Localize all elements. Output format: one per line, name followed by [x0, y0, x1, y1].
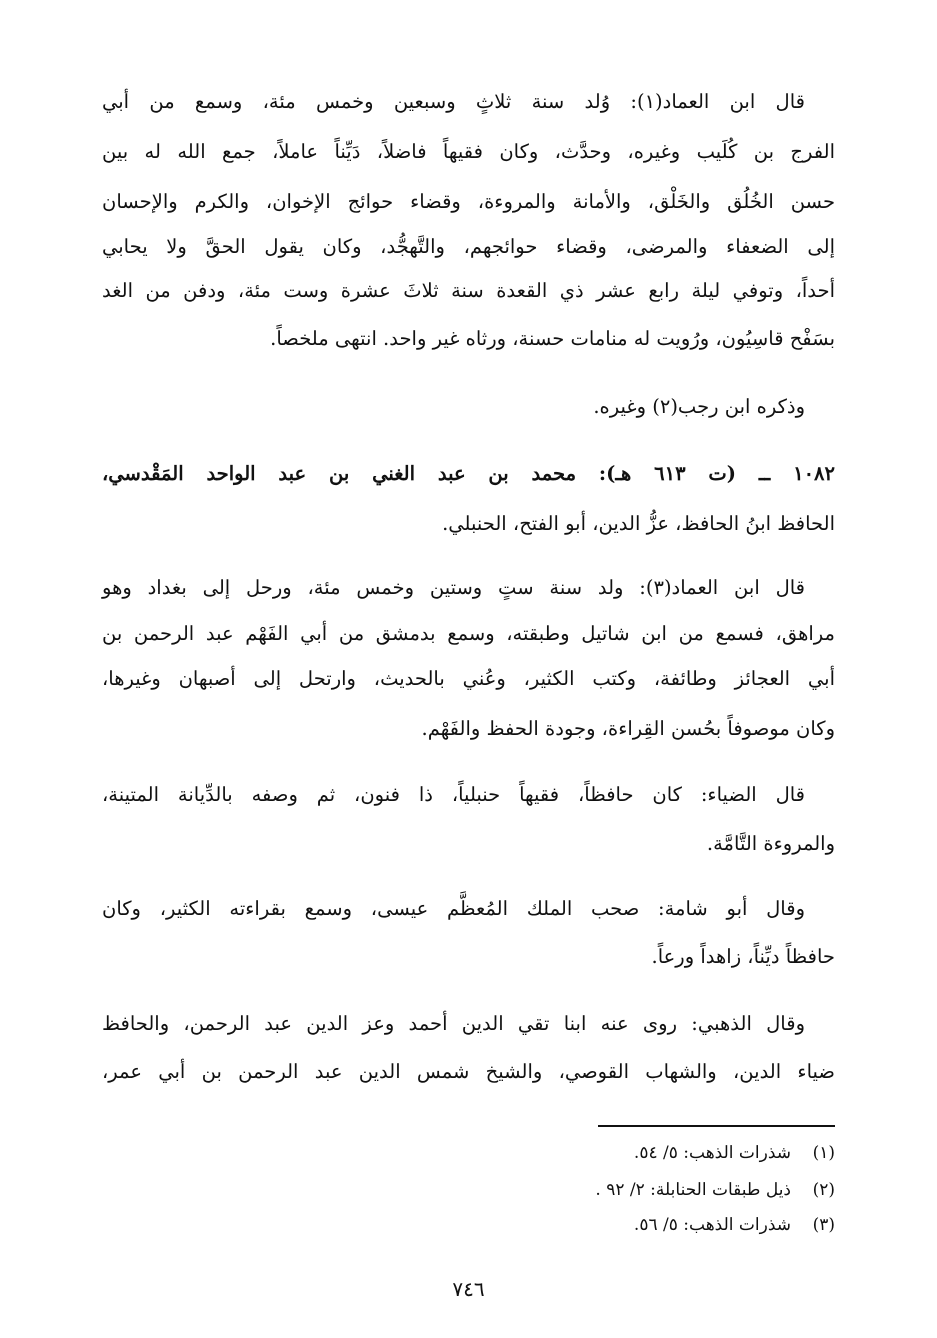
body-line: قال الضياء: كان حافظاً، فقيهاً حنبلياً، ذا فنون، ثم وصفه بالدِّيانة المتينة،	[102, 783, 805, 806]
footnote	[435, 1213, 835, 1237]
body-line: وذكره ابن رجب(٢) وغيره.	[593, 395, 805, 418]
footnote-text: ذيل طبقات الحنابلة: ٢/ ٩٢ .	[595, 1180, 791, 1200]
body-line: قال ابن العماد(٣): ولد سنة ستٍ وستين وخمس مئة، ورحل إلى بغداد وهو	[102, 576, 805, 599]
footnote-separator	[598, 1125, 835, 1127]
body-line: أبي العجائز وطائفة، وكتب الكثير، وعُني بالحديث، وارتحل إلى أصبهان وغيرها،	[102, 667, 835, 690]
footnote	[435, 1178, 835, 1202]
body-line: والمروءة التَّامَّة.	[706, 832, 835, 855]
footnote	[435, 1141, 835, 1165]
footnote-number: (٢)	[812, 1180, 835, 1200]
body-line: وقال أبو شامة: صحب الملك المُعظَّم عيسى، وسمع بقراءته الكثير، وكان	[102, 897, 805, 920]
body-line: أحداً، وتوفي ليلة رابع عشر ذي القعدة سنة ثلاثَ عشرة وست مئة، ودفن من الغد	[102, 279, 835, 302]
body-line: وكان موصوفاً بحُسن القِراءة، وجودة الحفظ والفَهْم.	[421, 717, 835, 740]
body-line: مراهق، فسمع من ابن شاتيل وطبقته، وسمع بدمشق من أبي الفَهْم عبد الرحمن بن	[102, 622, 835, 645]
body-line: حافظاً ديِّناً، زاهداً ورعاً.	[651, 945, 835, 968]
body-line: الفرج بن كُلَيب وغيره، وحدَّث، وكان فقيهاً فاضلاً، دَيِّناً عاملاً، جمع الله له بين	[102, 140, 835, 163]
body-line: بسَفْح قاسِيُون، ورُويت له منامات حسنة، ورثاه غير واحد. انتهى ملخصاً.	[270, 327, 835, 350]
page-number: ٧٤٦	[452, 1277, 485, 1301]
body-line: وقال الذهبي: روى عنه ابنا تقي الدين أحمد وعز الدين عبد الرحمن، والحافظ	[102, 1012, 805, 1035]
body-line: الحافظ ابنُ الحافظ، عزُّ الدين، أبو الفتح، الحنبلي.	[442, 512, 835, 535]
footnote-text: شذرات الذهب: ٥/ ٥٤.	[633, 1143, 791, 1163]
footnote-number: (٣)	[812, 1215, 835, 1235]
body-line: حسن الخُلُق والخَلْق، والأمانة والمروءة، وقضاء حوائج الإخوان، والكرم والإحسان	[102, 190, 835, 213]
footnote-number: (١)	[812, 1143, 835, 1163]
body-line: قال ابن العماد(١): وُلد سنة ثلاثٍ وسبعين وخمس مئة، وسمع من أبي	[102, 90, 805, 113]
footnote-text: شذرات الذهب: ٥/ ٥٦.	[633, 1215, 791, 1235]
body-line: إلى الضعفاء والمرضى، وقضاء حوائجهم، والتَّهجُّد، وكان يقول الحقَّ ولا يحابي	[102, 235, 835, 258]
body-line: ١٠٨٢ ــ (ت ٦١٣ هـ): محمد بن عبد الغني بن عبد الواحد المَقْدسي،	[102, 462, 835, 485]
body-line: ضياء الدين، والشهاب القوصي، والشيخ شمس الدين عبد الرحمن بن أبي عمر،	[102, 1060, 835, 1083]
